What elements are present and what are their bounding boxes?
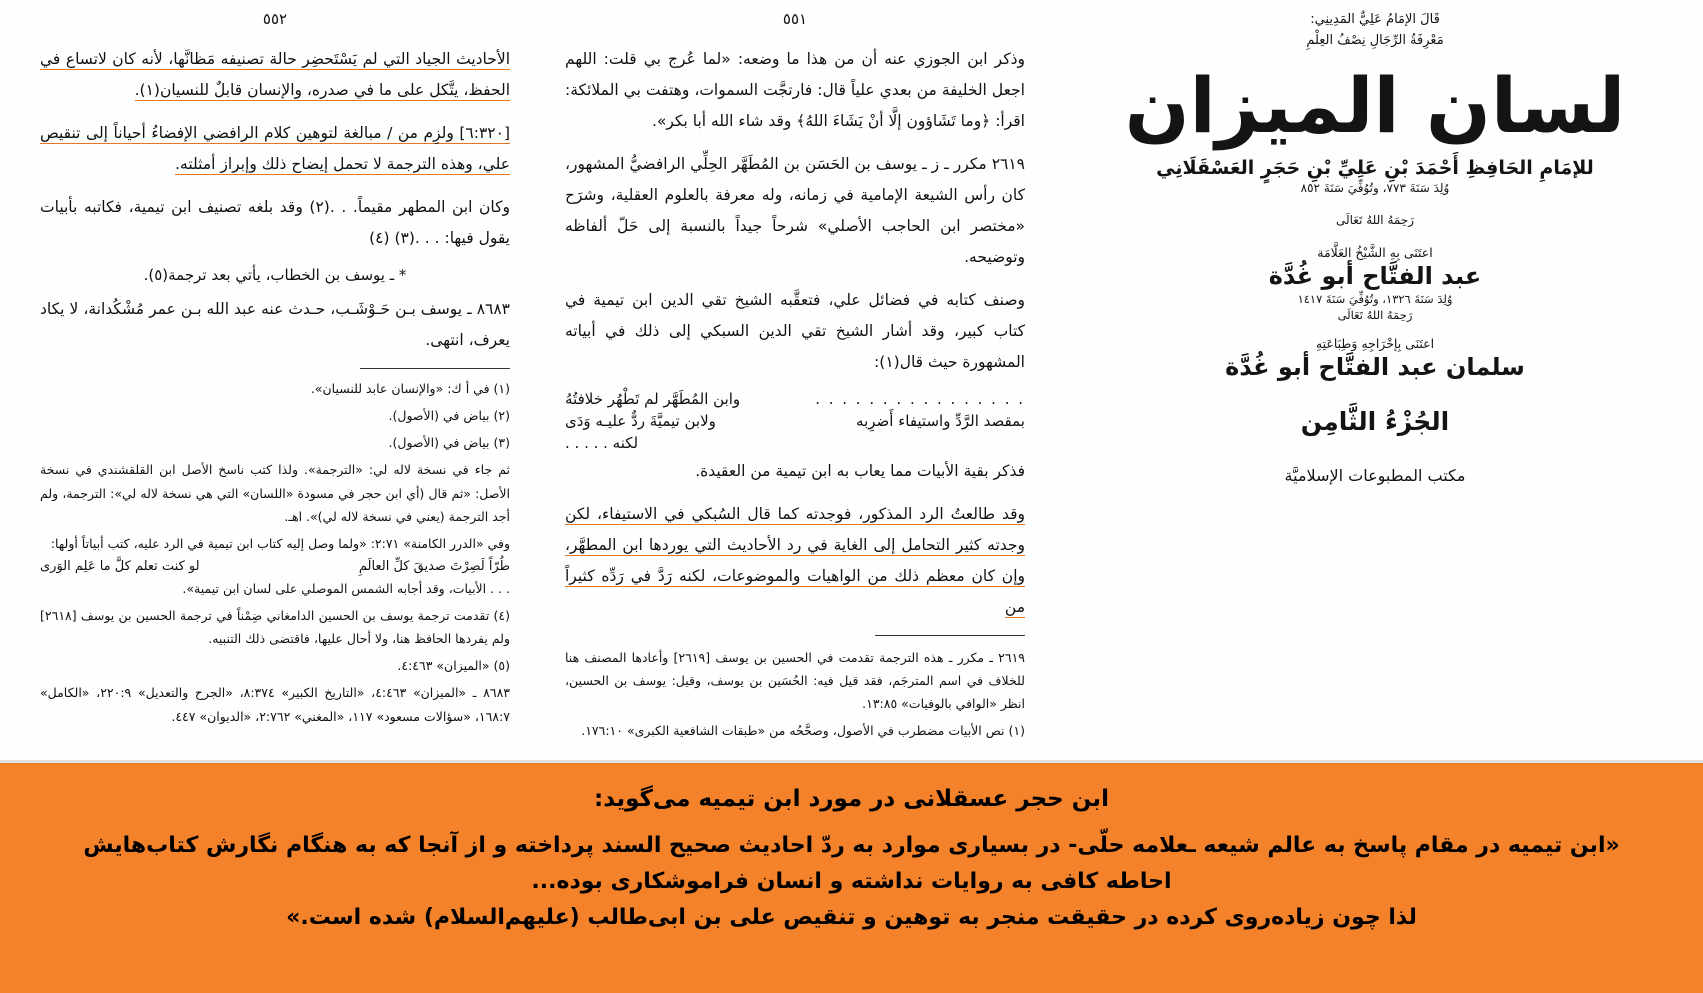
footnote: (١) في أ ك: «والإنسان عابد للنسيان». [310,381,510,396]
editor2-label: اعتَنَى بِإخْرَاجِهِ وَطِبَاعَتِهِ [1315,335,1435,351]
paragraph [40,44,510,106]
verse-hemistich-right: ولابن تيميَّةَ ردٌّ عليـه وَدَى [565,412,716,430]
publisher: مكتب المطبوعات الإسلاميَّة [1284,465,1466,485]
paragraph: وصنف كتابه في فضائل علي، فتعقَّبه الشيخ تقي الدين ابن تيمية في كتاب كبير، وقد أشار الشيخ تقي الدين السبكي إلى ذلك في أبياته المشهورة حيث قال(١): [565,291,1025,371]
footnote: (٣) بياض في (الأصول). [388,435,510,451]
page-number-left: ٥٥٢ [262,10,288,28]
footnotes-middle [565,646,1025,743]
biography-entry: ٨٦٨٣ ـ يوسف بـن حَـوْشَـب، حـدث عنه عبد الله بـن عمر مُشْكُدانة، لا يكاد يعرف، انتهى. [40,300,510,349]
paragraph: وذكر ابن الجوزي عنه أن من هذا ما وضعه: «لما عُرج بي قلت: اللهم اجعل الخليفة من بعدي علياً قال: فارتجَّت السموات، وهتفت بي الملائكة: اقرأ: ﴿وما تَشَاؤون إلَّا أنْ يَشَاءَ اللهُ﴾ وقد شاء الله أبا بكر». [565,50,1025,130]
epigraph-line-1: قَالَ الإمَامُ عَلِيٌّ المَدِينِي: [1310,12,1440,27]
verse-hemistich-right: لكنه . . . . . [565,434,639,452]
footnote: ٨٦٨٣ ـ «الميزان» ٤:٤٦٣، «التاريخ الكبير» ٨:٣٧٤، «الجرح والتعديل» ٢٢٠:٩، «الكامل» ١٦٨:٧، «سؤالات مسعود» ١١٧، «المغني» ٢:٧٦٢، «الديوان» ٤٤٧. [40,685,510,724]
footnote-divider [360,368,510,369]
editor1-label: اعتَنَى بِهِ الشَّيْخُ العَلَّامَة [1317,244,1433,260]
banner-line: احاطه کافی به روایات نداشته و انسان فراموشکاری بوده... [531,869,1172,895]
banner-line: «ابن تیمیه در مقام پاسخ به عالم شیعه ـعلامه حلّی- در بسیاری موارد به ردّ احادیث صحیح السند پرداخته و از آنجا که به هنگام نگارش کتاب‌هایش [83,833,1620,859]
footnote: ٢٦١٩ ـ مكرر ـ هذه الترجمة تقدمت في الحسين بن يوسف [٢٦١٩] وأعادها المصنف هنا للخلاف في اسم المترجَم، فقد قيل فيه: الحُسَين بن يوسف، وقيل: يوسف بن الحسين، انظر «الوافي بالوفيات» ١٣:٨٥. [565,650,1026,712]
column-middle [565,10,1025,747]
verse-line [565,412,1025,430]
editor2-name: سلمان عبد الفتَّاح أبو غُدَّة [1225,352,1525,381]
footnote: وفي «الدرر الكامنة» ٢:٧١: «ولما وصل إليه كتاب ابن تيمية في الرد عليه، كتب أبياتاً أولها: [50,535,510,551]
volume-number: الجُزْءُ الثَّامِن [1300,406,1450,436]
paragraph: فذكر بقية الأبيات مما يعاب به ابن تيمية من العقيدة. [695,462,1025,480]
paragraph [565,499,1025,623]
footnote: (٥) «الميزان» ٤:٤٦٣. [397,658,510,674]
editor1-dates: وُلِدَ سَنَةَ ١٣٢٦، وتُوُفِّيَ سَنَةَ ١٤١٧ [1297,291,1453,306]
poem-line [40,559,510,574]
footnote: (١) نص الأبيات مضطرب في الأصول، وصحَّحُه من «طبقات الشافعية الكبرى» ١٧٦:١٠. [581,723,1025,739]
epigraph-line-2: مَعْرِفَةُ الرِّجَالِ نِصْفُ العِلْمِ [1306,32,1444,48]
column-left [40,10,510,732]
book-author: للإمَامِ الحَافِظِ أَحْمَدَ بْنِ عَلِيِّ بْنِ حَجَرٍ العَسْقَلَانِي [1156,156,1594,179]
page-number-middle: ٥٥١ [782,10,808,28]
author-dates: وُلِدَ سَنَةَ ٧٧٣، وتُوُفِّيَ سَنَةَ ٨٥٢ [1300,180,1450,195]
footnotes-left [40,377,510,728]
highlighted-text: وقد طالعتُ الرد المذكور، فوجدته كما قال السُبكي في الاستيفاء، لكن وجدته كثير التحامل إلى الغاية في رد الأحاديث التي يوردها ابن المطهَّر، وإن كان معظم ذلك من الواهيات والموضوعات، لكنه رَدَّ في رَدِّه كثيراً من [565,505,1025,616]
footnote: ثم جاء في نسخة لاله لي: «الترجمة». ولذا كتب ناسخ الأصل ابن القلقشندي في نسخة الأصل: «ثم قال (أي ابن حجر في مسودة «اللسان» التي هي نسخة لاله لي»: الترجمة، ولم أجد الترجمة (يعني في نسخة لاله لي)». اهـ. [40,462,510,524]
editor1-prayer: رَحِمَهُ اللهُ تَعَالَى [1337,307,1413,322]
paragraph: وكان ابن المطهر مقيماً. . .(٢) وقد بلغه تصنيف ابن تيمية، فكاتبه بأبيات يقول فيها: . . .(٣) (٤) [40,198,510,247]
banner-line: لذا چون زیاده‌روی کرده در حقیقت منجر به توهین و تنقیص علی بن ابی‌طالب (علیهم‌السلام) شده است.» [286,905,1417,931]
paragraph [40,118,510,180]
poem-hemistich-left: طُرّاً لَصِرْتَ صديقَ كلِّ العالَمِ [358,558,510,574]
epigraph [1245,10,1505,52]
highlighted-text: الأحاديث الجياد التي لم يَسْتَحضِر حالة تصنيفه مَظانَّها، لأنه كان لاتساع في الحفظ، يتَّكل على ما في صدره، والإنسان قابلٌ للنسيان(١). [40,50,510,99]
verse-hemistich-left: . . . . . . . . . . . . . . . . [815,390,1025,408]
highlighted-text: [٦:٣٢٠] ولزِم من / مبالغة لتوهين كلام الرافضي الإفضاءُ أحياناً إلى تنقيص علي، وهذه الترجمة لا تحمل إيضاح ذلك وإبراز أمثلته. [40,124,510,173]
poem-hemistich-right: لو كنت تعلم كلَّ ما عَلِم الوَرى [40,558,200,574]
verse-line [565,434,1025,452]
verse-hemistich-right: وابن المُطَهَّر لم تَطْهُر خلافتُهُ [565,390,741,408]
footnote: (٤) تقدمت ترجمة يوسف بن الحسين الدامغاني ضِمْناً في ترجمة الحسين بن يوسف [٢٦١٨] ولم يفردها الحافظ هنا، ولا أحال عليها، فاقتضى ذلك التنبيه. [40,608,510,647]
editor1-name: عبد الفتَّاح أبو غُدَّة [1268,261,1482,290]
column-title-page [1080,6,1670,485]
book-title: لسان الميزان [1124,60,1626,150]
cross-reference-line: * ـ يوسف بن الخطاب، يأتي بعد ترجمة(٥). [143,266,407,284]
verse-hemistich-left: بمقصد الرَّدِّ واستيفاء أَضرِبه [856,412,1025,430]
author-prayer: رَحِمَهُ اللهُ تَعَالَى [1335,212,1415,227]
footnote-divider [875,635,1025,636]
verse-line [565,390,1025,408]
banner-heading: ابن حجر عسقلانی در مورد ابن تیمیه می‌گوید: [594,786,1109,812]
footnote: (٢) بياض في (الأصول). [388,408,510,424]
caption-banner [0,760,1703,993]
poem-continuation: . . . الأبيات، وقد أجابه الشمس الموصلي على لسان ابن تيمية». [182,580,510,596]
biography-entry: ٢٦١٩ مكرر ـ ز ـ يوسف بن الحَسَن بن المُطَهَّر الحِلِّي الرافضيُّ المشهور، كان رأس الشيعة الإمامية في زمانه، وله معرفة بالعلوم العقلية، وشرَح «مختصر ابن الحاجب الأصلي» شرحاً جيداً بالنسبة إلى حَلّ ألفاظه وتوضيحه. [565,155,1025,266]
